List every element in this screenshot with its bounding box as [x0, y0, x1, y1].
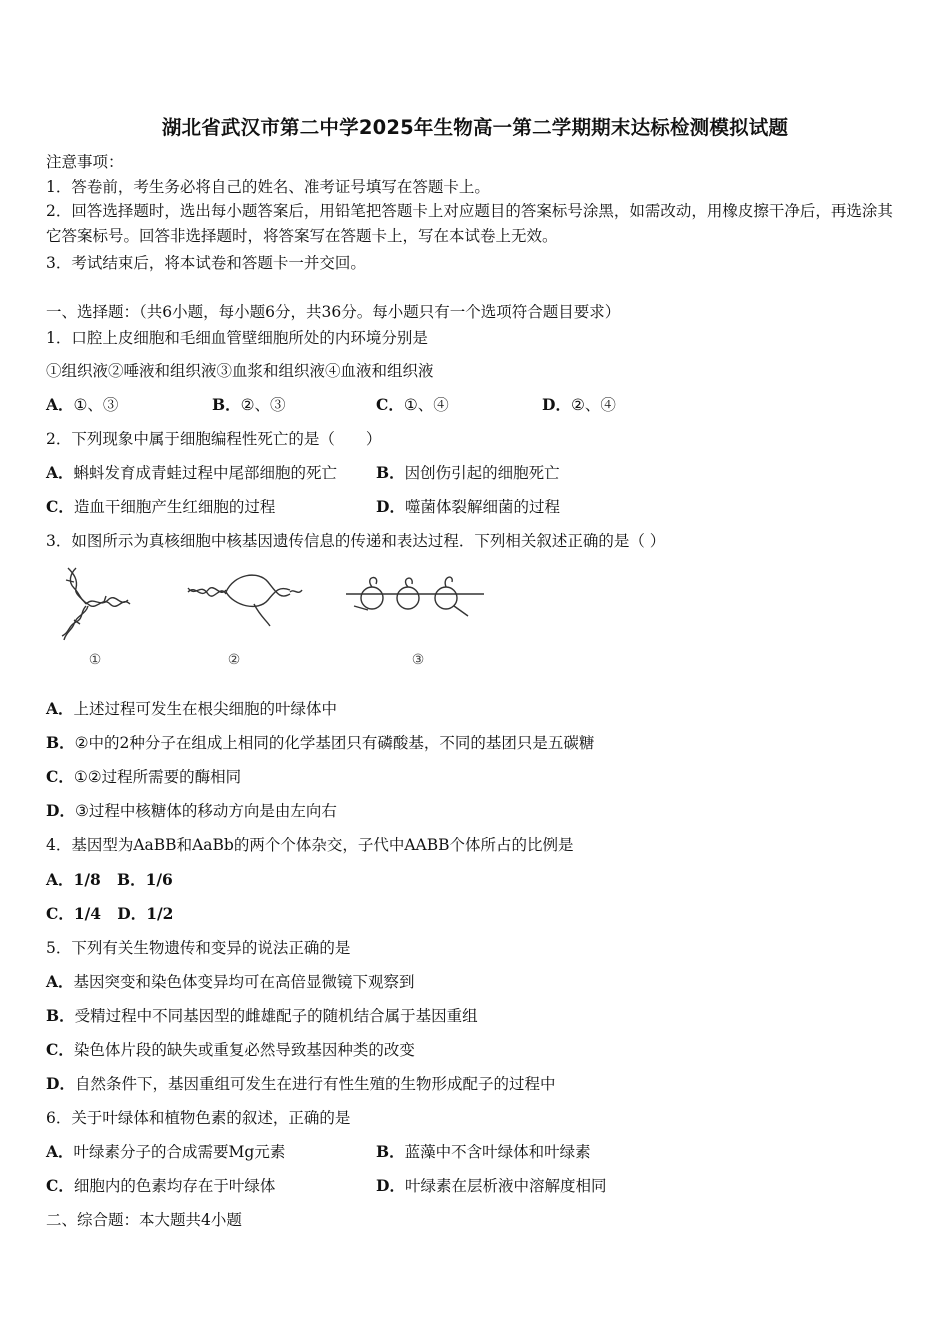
option-text: 因创伤引起的细胞死亡 — [404, 464, 560, 482]
option-label: D． — [376, 497, 405, 516]
option-text: 自然条件下，基因重组可发生在进行有性生殖的生物形成配子的过程中 — [74, 1075, 556, 1093]
notice-item-1: 1．答卷前，考生务必将自己的姓名、准考证号填写在答题卡上。 — [46, 178, 490, 196]
option-label: C． — [46, 1176, 74, 1195]
option-label: D． — [46, 801, 75, 820]
option-text: ①、③ — [73, 396, 119, 414]
q5-option-d — [46, 1074, 555, 1094]
option-text: 细胞内的色素均存在于叶绿体 — [73, 1177, 276, 1195]
q2-option-b — [376, 463, 560, 483]
q3-stem: 3．如图所示为真核细胞中核基因遗传信息的传递和表达过程．下列相关叙述正确的是（ ） — [46, 532, 666, 550]
q6-option-d — [376, 1176, 606, 1196]
option-text: ②中的2种分子在组成上相同的化学基团只有磷酸基，不同的基团只是五碳糖 — [74, 734, 595, 752]
option-label: D． — [46, 1074, 75, 1093]
option-text: 噬菌体裂解细菌的过程 — [404, 498, 560, 516]
q1-option-d — [542, 395, 616, 415]
option-label: B． — [116, 870, 146, 889]
notice-item-3: 3．考试结束后，将本试卷和答题卡一并交回。 — [46, 254, 366, 272]
q5-option-a — [46, 972, 415, 992]
q6-option-c — [46, 1176, 275, 1196]
option-label: D． — [542, 395, 571, 414]
figure-3-translation — [346, 577, 484, 616]
option-label: D． — [117, 904, 147, 923]
option-text: 染色体片段的缺失或重复必然导致基因种类的改变 — [73, 1041, 415, 1059]
figure-label-1: ① — [88, 652, 102, 668]
q2-option-a — [46, 463, 337, 483]
option-text: 叶绿素分子的合成需要Mg元素 — [73, 1143, 286, 1161]
option-label: A． — [46, 972, 74, 991]
q5-option-c — [46, 1040, 415, 1060]
option-label: A． — [46, 463, 74, 482]
option-label: B． — [46, 733, 75, 752]
q4-stem: 4．基因型为AaBB和AaBb的两个个体杂交，子代中AABB个体所占的比例是 — [46, 836, 574, 854]
option-text: 基因突变和染色体变异均可在高倍显微镜下观察到 — [73, 973, 415, 991]
figure-2-transcription — [188, 575, 302, 626]
option-label: A． — [46, 1142, 74, 1161]
q6-stem: 6．关于叶绿体和植物色素的叙述，正确的是 — [46, 1109, 351, 1127]
q1-stem: 1．口腔上皮细胞和毛细血管壁细胞所处的内环境分别是 — [46, 329, 428, 347]
page-title: 湖北省武汉市第二中学2025年生物高一第二学期期末达标检测模拟试题 — [161, 116, 789, 139]
q4-options-ab — [46, 870, 173, 890]
option-label: D． — [376, 1176, 405, 1195]
q2-stem: 2．下列现象中属于细胞编程性死亡的是（ ） — [46, 430, 382, 448]
option-label: C． — [46, 767, 74, 786]
option-text: 受精过程中不同基因型的雌雄配子的随机结合属于基因重组 — [74, 1007, 478, 1025]
option-text: 1/8 — [73, 870, 101, 889]
q1-option-b — [212, 395, 286, 415]
option-label: B． — [212, 395, 241, 414]
option-text: ②、④ — [570, 396, 616, 414]
option-text: 上述过程可发生在根尖细胞的叶绿体中 — [73, 700, 338, 718]
q6-option-a — [46, 1142, 285, 1162]
q3-option-c — [46, 767, 241, 787]
q2-option-c — [46, 497, 275, 517]
option-label: A． — [46, 870, 74, 889]
q5-stem: 5．下列有关生物遗传和变异的说法正确的是 — [46, 939, 351, 957]
q6-option-b — [376, 1142, 591, 1162]
option-label: C． — [376, 395, 404, 414]
figure-1-replication — [62, 568, 130, 640]
notice-item-2: 2．回答选择题时，选出每小题答案后，用铅笔把答题卡上对应题目的答案标号涂黑，如需改动，用橡皮擦干净后，再选涂其它答案标号。回答非选择题时，将答案写在答题卡上，写在本试卷上无效。 — [46, 202, 893, 245]
option-text: ②、③ — [240, 396, 286, 414]
q4-options-cd — [46, 904, 173, 924]
q2-option-d — [376, 497, 560, 517]
option-text: 蓝藻中不含叶绿体和叶绿素 — [404, 1143, 591, 1161]
option-label: C． — [46, 497, 74, 516]
option-label: C． — [46, 904, 74, 923]
option-label: B． — [376, 1142, 405, 1161]
option-text: 造血干细胞产生红细胞的过程 — [73, 498, 276, 516]
q1-option-c — [376, 395, 449, 415]
option-label: B． — [376, 463, 405, 482]
figure-label-2: ② — [227, 652, 241, 668]
option-label: A． — [46, 395, 74, 414]
notice-heading: 注意事项： — [46, 153, 124, 171]
option-text: 1/4 — [73, 904, 102, 923]
option-label: C． — [46, 1040, 74, 1059]
option-text: 蝌蚪发育成青蛙过程中尾部细胞的死亡 — [73, 464, 338, 482]
gene-expression-figure — [54, 560, 494, 672]
option-text: 1/6 — [145, 870, 173, 889]
q3-option-d — [46, 801, 337, 821]
figure-label-3: ③ — [411, 652, 425, 668]
option-label: B． — [46, 1006, 75, 1025]
q5-option-b — [46, 1006, 478, 1026]
q3-option-b — [46, 733, 594, 753]
q1-option-a — [46, 395, 118, 415]
section1-heading: 一、选择题：（共6小题，每小题6分，共36分。每小题只有一个选项符合题目要求） — [46, 303, 621, 321]
section2-heading: 二、综合题：本大题共4小题 — [46, 1211, 242, 1229]
option-text: 叶绿素在层析液中溶解度相同 — [404, 1177, 607, 1195]
option-text: 1/2 — [146, 904, 174, 923]
option-text: ③过程中核糖体的移动方向是由左向右 — [74, 802, 337, 820]
q1-sub: ①组织液②唾液和组织液③血浆和组织液④血液和组织液 — [46, 362, 434, 380]
q3-option-a — [46, 699, 337, 719]
option-label: A． — [46, 699, 74, 718]
option-text: ①②过程所需要的酶相同 — [73, 768, 242, 786]
option-text: ①、④ — [403, 396, 449, 414]
